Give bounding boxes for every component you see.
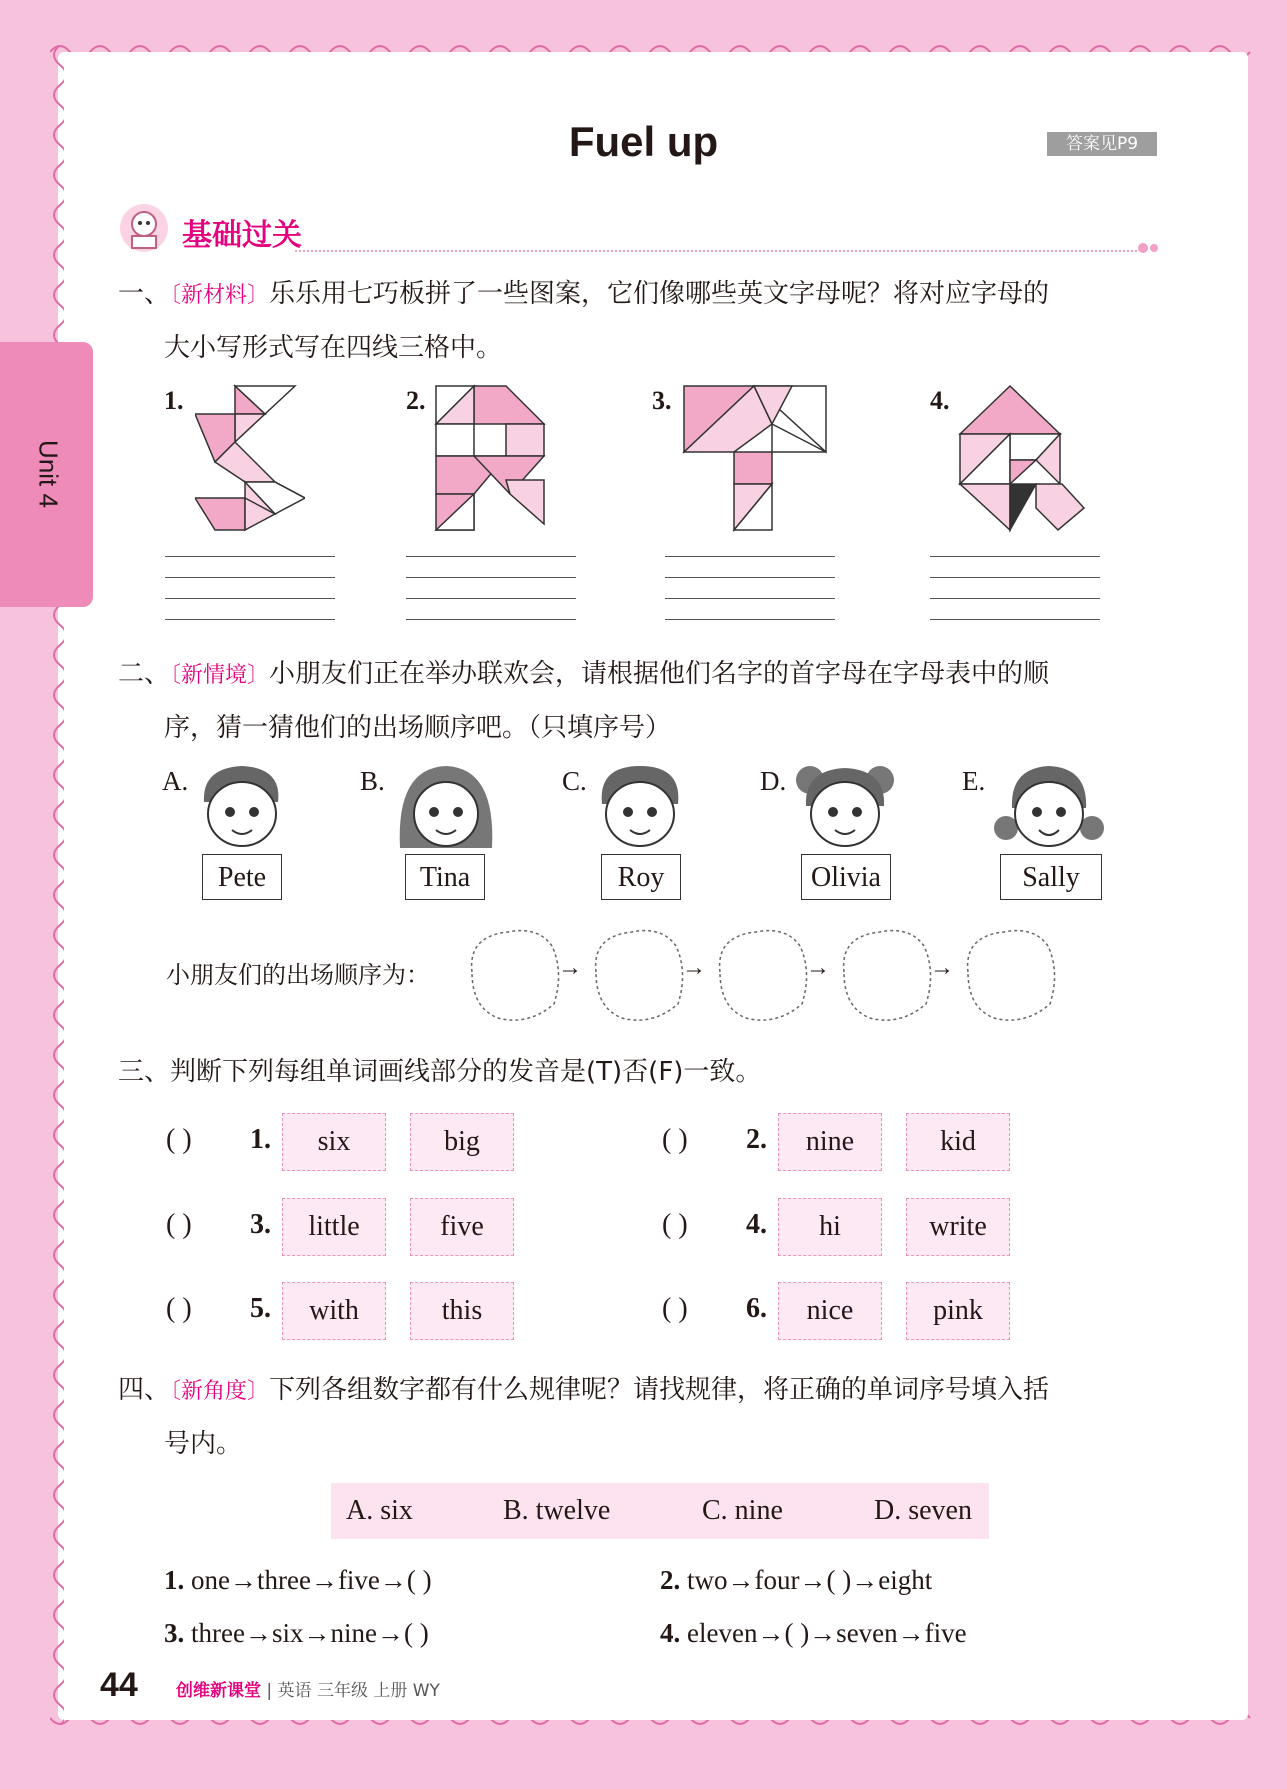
answer-reference-badge: 答案见P9 [1047, 132, 1157, 156]
page-title: Fuel up [568, 118, 719, 165]
word-box: nice [778, 1282, 882, 1340]
q3-item-number: 5. [250, 1293, 271, 1324]
answer-parentheses[interactable]: ( ) [662, 1209, 688, 1240]
word-box: five [410, 1198, 514, 1256]
question-1-tag: 〔新材料〕 [170, 283, 270, 308]
tangram-q-icon [958, 384, 1086, 534]
q3-item-number: 2. [746, 1124, 767, 1155]
sequence-text: one→three→five→( ) [191, 1565, 432, 1595]
sequence-text: three→six→nine→( ) [191, 1618, 429, 1648]
answer-parentheses[interactable]: ( ) [662, 1293, 688, 1324]
name-card: Olivia [801, 854, 891, 900]
word-box: big [410, 1113, 514, 1171]
girl-buns-face-icon [794, 762, 896, 850]
question-4-text-cont: 号内。 [164, 1429, 243, 1459]
writing-lines[interactable] [665, 556, 835, 640]
sequence-text: eleven→( )→seven→five [687, 1618, 967, 1648]
footer-text: | 英语 三年级 上册 WY [266, 1681, 440, 1701]
sequence-item[interactable] [660, 1618, 967, 1649]
sequence-text: two→four→( )→eight [687, 1565, 933, 1595]
choice-option: A. six [346, 1495, 413, 1526]
question-1 [118, 268, 1163, 374]
word-box: six [282, 1113, 386, 1171]
name-card: Sally [1000, 854, 1102, 900]
word-box: pink [906, 1282, 1010, 1340]
page-number: 44 [100, 1666, 138, 1704]
word-box: kid [906, 1113, 1010, 1171]
q1-item-number: 2. [406, 386, 426, 415]
sequence-number: 1. [164, 1565, 185, 1595]
kid-letter: B. [360, 766, 385, 796]
q3-item-number: 1. [250, 1124, 271, 1155]
writing-lines[interactable] [165, 556, 335, 640]
answer-parentheses[interactable]: ( ) [662, 1124, 688, 1155]
answer-parentheses[interactable]: ( ) [166, 1124, 192, 1155]
word-box: this [410, 1282, 514, 1340]
question-4 [118, 1364, 1163, 1470]
kid-letter: C. [562, 766, 587, 796]
question-3-prefix: 三、 [118, 1057, 171, 1087]
answer-parentheses[interactable]: ( ) [166, 1209, 192, 1240]
writing-lines[interactable] [930, 556, 1100, 640]
arrow-icon: → [682, 955, 706, 981]
question-2 [118, 648, 1163, 754]
choice-option: D. seven [874, 1495, 972, 1526]
question-4-tag: 〔新角度〕 [170, 1379, 270, 1404]
kid-letter: D. [760, 766, 787, 796]
sequence-number: 3. [164, 1618, 185, 1648]
tangram-t-icon [682, 384, 828, 534]
kid-letter: E. [962, 766, 986, 796]
tangram-r-icon [434, 384, 554, 534]
question-2-text: 小朋友们正在举办联欢会，请根据他们名字的首字母在字母表中的顺 [269, 659, 1050, 689]
answer-parentheses[interactable]: ( ) [166, 1293, 192, 1324]
divider-dot [1138, 243, 1148, 253]
question-2-prefix: 二、 [118, 659, 171, 689]
question-4-text: 下列各组数字都有什么规律呢？请找规律，将正确的单词序号填入括 [269, 1375, 1050, 1405]
order-label: 小朋友们的出场顺序为： [166, 961, 430, 989]
question-4-prefix: 四、 [118, 1375, 171, 1405]
name-card: Pete [202, 854, 282, 900]
divider-dot [1150, 244, 1158, 252]
kid-letter: A. [162, 766, 189, 796]
sequence-item[interactable] [164, 1618, 429, 1649]
unit-tab-label: Unit 4 [33, 440, 64, 508]
q3-item-number: 3. [250, 1209, 271, 1240]
sequence-number: 4. [660, 1618, 681, 1648]
question-1-text-cont: 大小写形式写在四线三格中。 [164, 333, 503, 363]
word-box: hi [778, 1198, 882, 1256]
section-title: 基础过关 [182, 218, 302, 253]
arrow-icon: → [558, 955, 582, 981]
wavy-border-left [48, 45, 64, 1725]
question-2-text-cont: 序，猜一猜他们的出场顺序吧。（只填序号） [164, 713, 672, 743]
question-1-text: 乐乐用七巧板拼了一些图案，它们像哪些英文字母呢？将对应字母的 [269, 279, 1050, 309]
footer-brand: 创维新课堂 [176, 1681, 261, 1701]
q3-item-number: 6. [746, 1293, 767, 1324]
word-box: with [282, 1282, 386, 1340]
name-card: Roy [601, 854, 681, 900]
question-1-prefix: 一、 [118, 279, 171, 309]
name-card: Tina [405, 854, 485, 900]
word-box: write [906, 1198, 1010, 1256]
question-2-tag: 〔新情境〕 [170, 663, 270, 688]
boy-face-icon [196, 762, 288, 850]
q1-item-number: 1. [164, 386, 184, 415]
word-box: little [282, 1198, 386, 1256]
mascot-icon [116, 202, 172, 254]
q1-item-number: 4. [930, 386, 950, 415]
choice-option: C. nine [702, 1495, 783, 1526]
girl-face-icon [396, 762, 496, 854]
writing-lines[interactable] [406, 556, 576, 640]
q3-item-number: 4. [746, 1209, 767, 1240]
footer-info [176, 1676, 440, 1701]
unit-tab[interactable] [0, 342, 93, 607]
arrow-icon: → [806, 955, 830, 981]
girl-pigtails-face-icon [994, 762, 1104, 850]
boy-face-icon [594, 762, 686, 850]
word-box: nine [778, 1113, 882, 1171]
tangram-s-icon [195, 384, 305, 534]
q1-item-number: 3. [652, 386, 672, 415]
arrow-icon: → [930, 955, 954, 981]
sequence-item[interactable] [164, 1565, 432, 1596]
sequence-item[interactable] [660, 1565, 932, 1596]
section-divider [295, 250, 1137, 252]
question-3 [118, 1046, 1163, 1098]
choice-option: B. twelve [503, 1495, 611, 1526]
question-3-text: 判断下列每组单词画线部分的发音是(T)否(F)一致。 [170, 1057, 762, 1087]
sequence-number: 2. [660, 1565, 681, 1595]
